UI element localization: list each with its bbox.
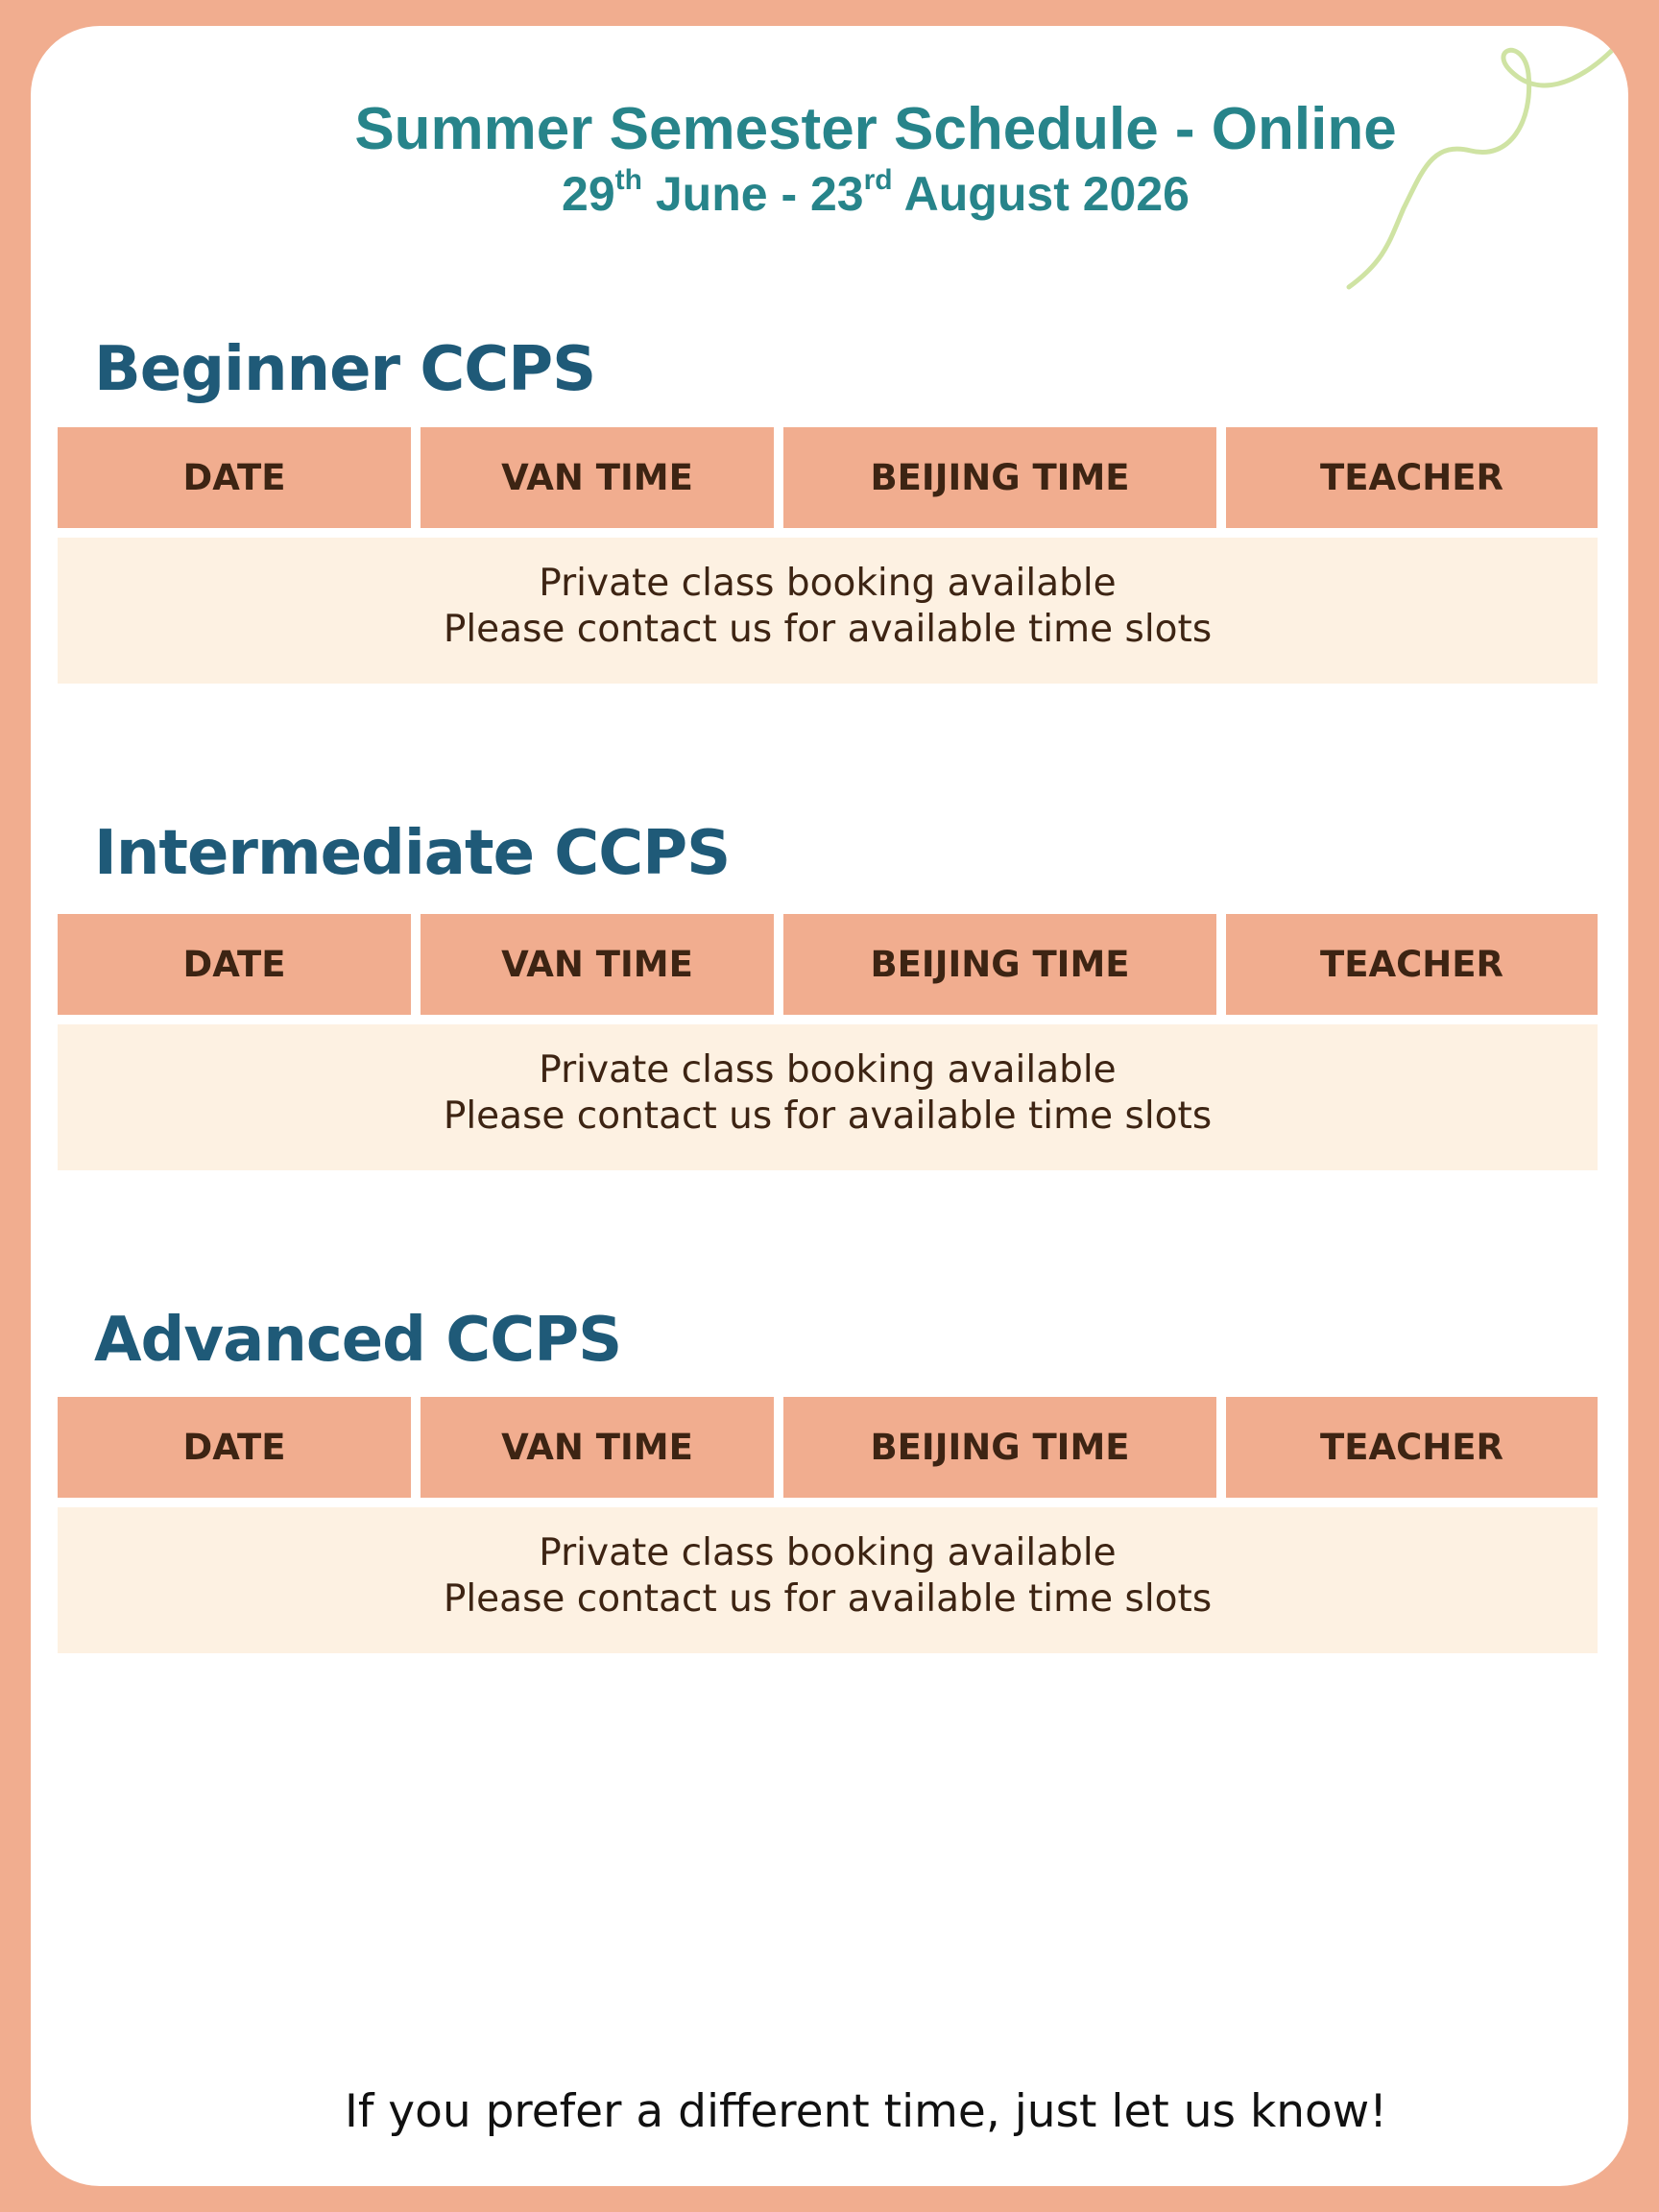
- booking-note-line1: Private class booking available: [539, 562, 1117, 605]
- start-day-suffix: th: [614, 164, 642, 197]
- column-header-van-time: VAN TIME: [421, 427, 774, 528]
- booking-note-line2: Please contact us for available time slots: [443, 608, 1213, 651]
- footer-note: If you prefer a different time, just let us know!: [344, 2085, 1388, 2138]
- start-day: 29: [562, 167, 615, 221]
- schedule-card: [31, 26, 1628, 2186]
- column-header-teacher: TEACHER: [1226, 427, 1598, 528]
- section-heading-beginner: Beginner CCPS: [94, 334, 596, 405]
- booking-note: [58, 1024, 1598, 1170]
- column-header-beijing-time: BEIJING TIME: [783, 1397, 1216, 1498]
- booking-note-line1: Private class booking available: [539, 1048, 1117, 1092]
- booking-note-line2: Please contact us for available time slots: [443, 1577, 1213, 1621]
- page-title: Summer Semester Schedule - Online: [354, 96, 1397, 162]
- column-header-beijing-time: BEIJING TIME: [783, 914, 1216, 1015]
- date-range: [31, 162, 1628, 226]
- section-heading-advanced: Advanced CCPS: [94, 1305, 622, 1376]
- table-header-row: [58, 914, 1598, 1015]
- end-rest: August 2026: [892, 167, 1190, 221]
- start-rest: June - 23: [641, 167, 864, 221]
- column-header-van-time: VAN TIME: [421, 914, 774, 1015]
- column-header-date: DATE: [58, 914, 411, 1015]
- end-day-suffix: rd: [863, 164, 893, 197]
- column-header-date: DATE: [58, 1397, 411, 1498]
- booking-note: [58, 538, 1598, 684]
- column-header-teacher: TEACHER: [1226, 914, 1598, 1015]
- booking-note-line1: Private class booking available: [539, 1531, 1117, 1575]
- section-heading-intermediate: Intermediate CCPS: [94, 818, 731, 889]
- table-header-row: [58, 427, 1598, 528]
- column-header-van-time: VAN TIME: [421, 1397, 774, 1498]
- column-header-date: DATE: [58, 427, 411, 528]
- booking-note: [58, 1507, 1598, 1653]
- column-header-beijing-time: BEIJING TIME: [783, 427, 1216, 528]
- table-header-row: [58, 1397, 1598, 1498]
- column-header-teacher: TEACHER: [1226, 1397, 1598, 1498]
- booking-note-line2: Please contact us for available time slots: [443, 1094, 1213, 1138]
